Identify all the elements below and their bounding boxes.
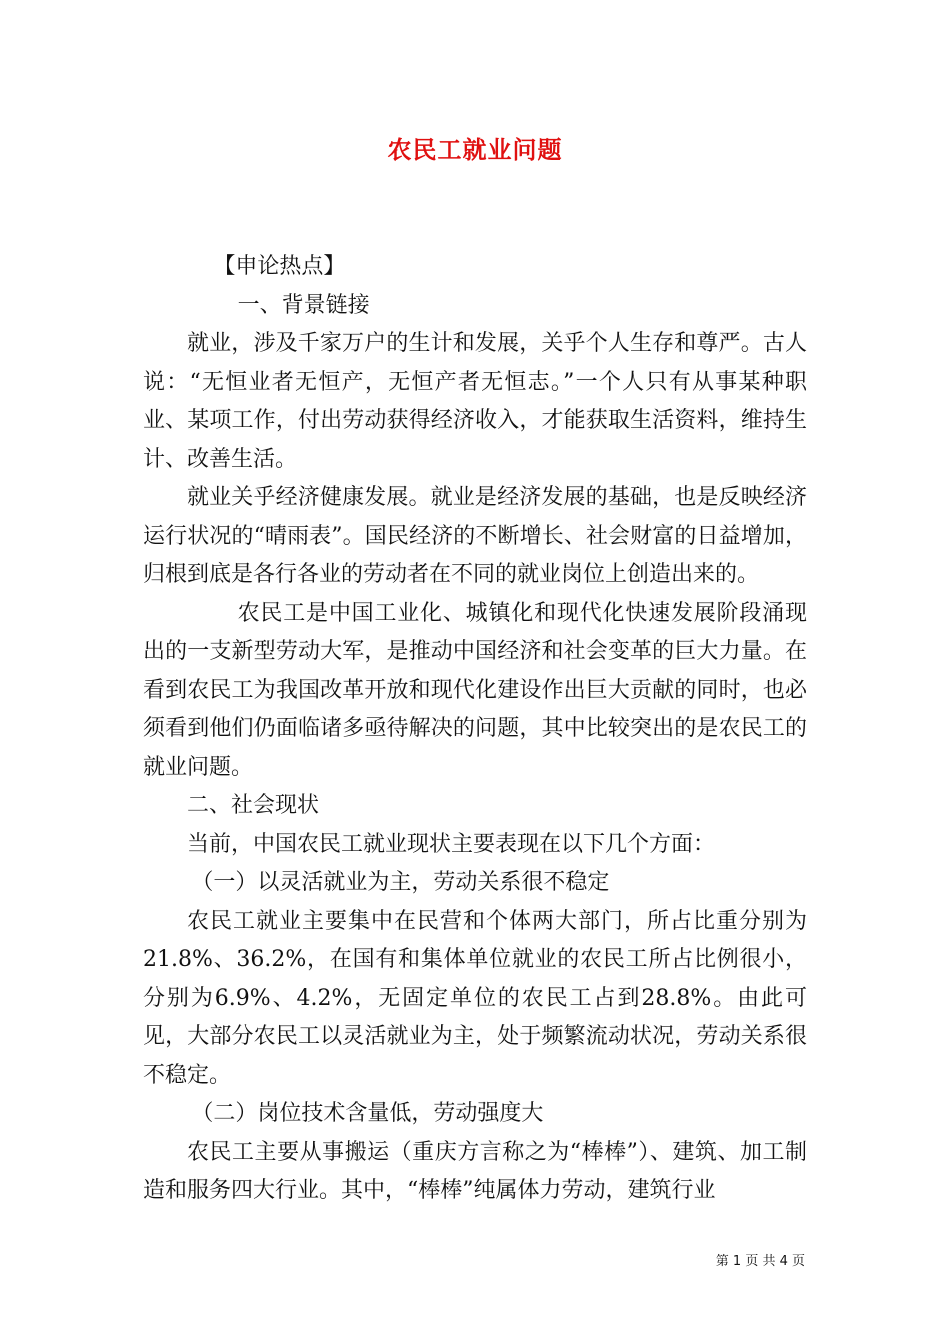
paragraph-migrant-workers: 农民工是中国工业化、城镇化和现代化快速发展阶段涌现出的一支新型劳动大军，是推动中国经济和社会变革的巨大力量。在看到农民工为我国改革开放和现代化建设作出巨大贡献的同时，也必须看到他们仍面临诸多亟待解决的问题，其中比较突出的是农民工的就业问题。	[143, 600, 807, 780]
page-number-footer: 第 1 页 共 4 页	[715, 1254, 805, 1269]
document-title: 农民工就业问题	[387, 135, 563, 164]
paragraph-employment: 就业，涉及千家万户的生计和发展，关乎个人生存和尊严。古人说：“无恒业者无恒产，无恒产者无恒志。”一个人只有从事某种职业、某项工作，付出劳动获得经济收入，才能获取生活资料，维持生计、改善生活。	[143, 331, 807, 472]
section-heading-background: 一、背景链接	[237, 292, 370, 318]
section-heading-status: 二、社会现状	[187, 793, 320, 818]
paragraph-status-intro: 当前，中国农民工就业现状主要表现在以下几个方面：	[187, 831, 716, 857]
subheading-low-skill: （二）岗位技术含量低，劳动强度大	[191, 1101, 544, 1126]
section-tag: 【申论热点】	[213, 254, 346, 279]
document-body	[143, 248, 807, 1211]
paragraph-low-skill: 农民工主要从事搬运（重庆方言称之为“棒棒”）、建筑、加工制造和服务四大行业。其中，“棒棒”纯属体力劳动，建筑行业	[143, 1139, 807, 1203]
subheading-flexible-employment: （一）以灵活就业为主，劳动关系很不稳定	[191, 870, 610, 895]
paragraph-flexible-employment: 农民工就业主要集中在民营和个体两大部门，所占比重分别为21.8%、36.2%，在国有和集体单位就业的农民工所占比例很小，分别为6.9%、4.2%，无固定单位的农民工占到28.8%。由此可见，大部分农民工以灵活就业为主，处于频繁流动状况，劳动关系很不稳定。	[143, 908, 807, 1088]
paragraph-economy: 就业关乎经济健康发展。就业是经济发展的基础，也是反映经济运行状况的“晴雨表”。国民经济的不断增长、社会财富的日益增加，归根到底是各行各业的劳动者在不同的就业岗位上创造出来的。	[143, 485, 807, 587]
